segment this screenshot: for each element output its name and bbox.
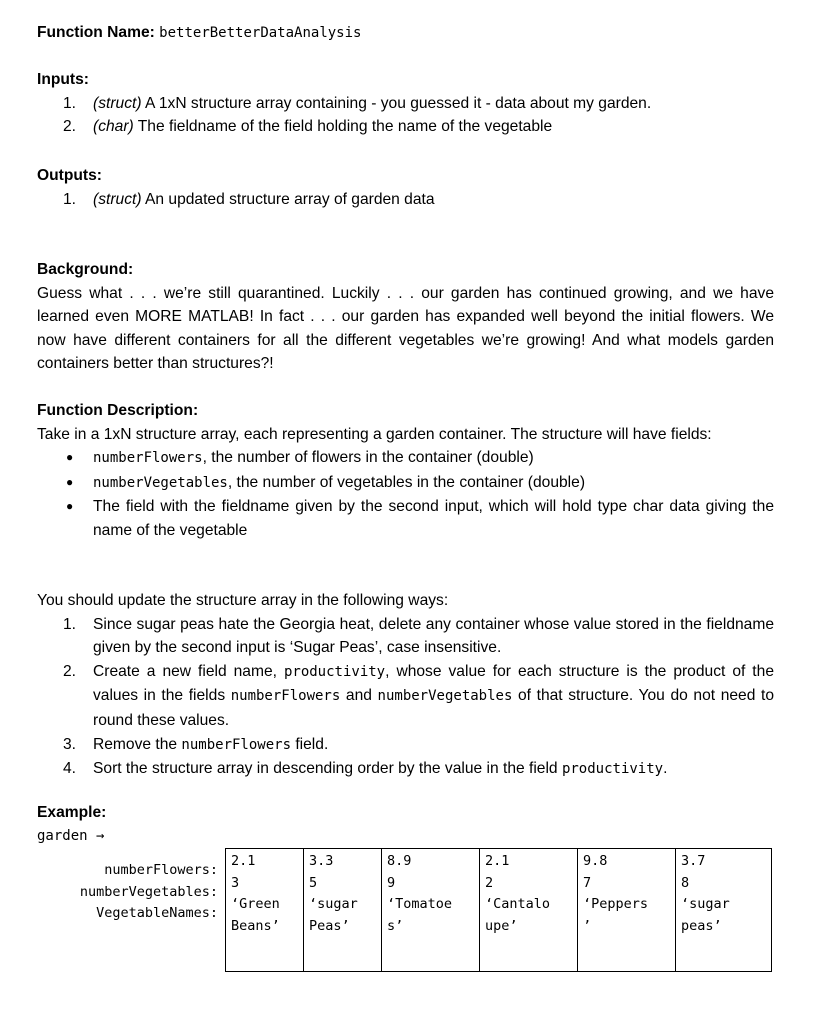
step-text: Sort the structure array in descending order by the value in the field [93,760,562,778]
item-type: (struct) [93,94,142,112]
background-section [37,258,774,376]
bullet-text: , the number of flowers in the container (double) [202,449,534,467]
input-item [37,92,774,116]
code: numberFlowers [93,450,203,467]
description-intro: Take in a 1xN structure array, each representing a garden container. The structure will have fields: [37,425,712,443]
function-name [37,21,774,46]
item-number: 1. [63,190,77,208]
item-type: (char) [93,118,134,136]
table-cell [304,849,382,972]
row-label: numberFlowers: [104,862,218,878]
cell-value: Peas’ [309,917,350,934]
step-text: Since sugar peas hate the Georgia heat, delete any container whose value stored in the fieldname given by the second input is ‘Sugar Peas’, case insensitive. [93,615,774,657]
cell-value: ‘sugar [309,896,358,912]
step-text: of that structure. You do not need to round these values. [93,687,774,729]
step-text: Remove the [93,735,182,753]
field-bullet [37,495,774,542]
step [37,660,774,733]
step-number: 2. [63,662,77,680]
cell-value: 3.3 [309,853,334,869]
example-section [37,801,774,848]
update-intro: You should update the structure array in the following ways: [37,592,449,609]
cell-value: 7 [583,874,592,891]
table-cell [226,849,304,972]
code: numberFlowers [181,736,291,753]
cell-value: 2.1 [485,853,510,869]
cell-value: upe’ [485,917,518,934]
step-number: 1. [63,615,77,633]
table-cell [578,849,676,972]
input-item [37,115,774,139]
code: productivity [561,761,664,778]
example-variable: garden → [37,827,105,844]
example-table [225,848,772,972]
bullet-text: , the number of vegetables in the container (double) [227,473,586,491]
cell-value: 2 [485,874,494,891]
cell-value: Beans’ [231,917,280,934]
bullet-icon: ● [66,450,74,465]
table-cell [382,849,480,972]
update-steps [37,589,774,782]
bullet-icon: ● [66,474,74,489]
cell-value: 3 [231,874,240,891]
description-heading: Function Description: [37,402,199,419]
background-heading: Background: [37,261,134,278]
bullet-text: The field with the fieldname given by the second input, which will hold type char data giving the name of the vegetable [93,498,774,539]
item-number: 1. [63,94,77,112]
table-cell [676,849,772,972]
step-text: and [340,687,378,705]
step-text: , whose value for each structure is the product of the values in the fields [93,662,774,705]
step-text: . [663,760,668,778]
cell-value: peas’ [681,917,722,934]
step [37,613,774,660]
item-text: An updated structure array of garden data [141,190,435,208]
field-bullet [37,471,774,496]
cell-value: 3.7 [681,853,706,869]
step-number: 3. [63,735,77,753]
cell-value: ‘Tomatoe [387,896,453,912]
code: numberVegetables [93,474,228,491]
item-text: A 1xN structure array containing - you guessed it - data about my garden. [141,94,652,112]
cell-value: ‘Green [231,896,280,912]
cell-value: 9.8 [583,853,608,869]
field-bullet [37,446,774,471]
code: productivity [283,663,386,680]
step [37,757,774,782]
item-number: 2. [63,118,77,136]
cell-value: ‘sugar [681,896,730,912]
step-text: Create a new field name, [93,662,284,680]
background-text: Guess what . . . we’re still quarantined. Luckily . . . our garden has continued growing, and we have learned even MORE MATLAB! In fact . . . our garden has expanded well beyond the initial flowers. We now have different containers for all the different vegetables we’re growing! And what models garden containers better than structures?! [37,284,774,373]
row-label: numberVegetables: [79,883,218,900]
cell-value: 8.9 [387,853,412,869]
inputs-section [37,68,774,139]
function-name-label: Function Name: [37,24,155,41]
cell-value: ‘Peppers [583,896,649,912]
item-text: The fieldname of the field holding the name of the vegetable [133,118,553,136]
example-heading: Example: [37,804,107,821]
code: numberVegetables [377,688,513,705]
cell-value: 2.1 [231,853,256,869]
row-label: VegetableNames: [96,905,218,921]
cell-value: ’ [583,917,592,934]
inputs-heading: Inputs: [37,71,89,88]
outputs-section [37,164,774,211]
cell-value: 9 [387,874,396,891]
row-labels [40,860,218,925]
function-name-value: betterBetterDataAnalysis [159,25,362,41]
step [37,733,774,758]
step-number: 4. [63,760,77,778]
code: numberFlowers [230,688,341,705]
cell-value: 5 [309,874,318,891]
outputs-heading: Outputs: [37,167,102,184]
cell-value: ‘Cantalo [485,896,551,912]
cell-value: 8 [681,874,690,891]
step-text: field. [291,735,329,753]
cell-value: s’ [387,917,404,934]
output-item [37,188,774,212]
description-section [37,399,774,543]
bullet-icon: ● [66,499,74,514]
item-type: (struct) [93,190,142,208]
table-cell [480,849,578,972]
